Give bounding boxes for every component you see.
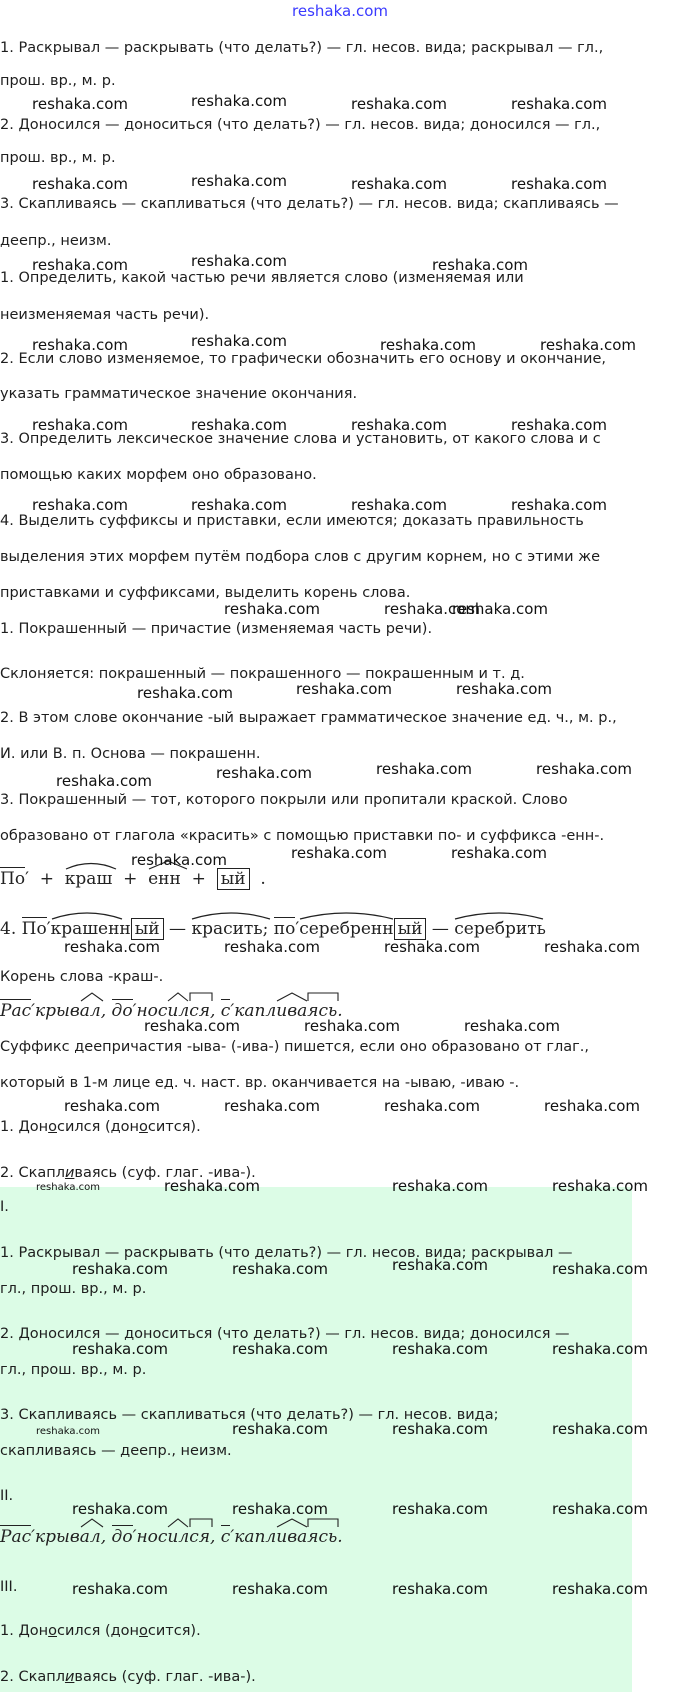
- watermark: reshaka.com: [351, 496, 447, 514]
- watermark: reshaka.com: [552, 1340, 648, 1358]
- watermark: reshaka.com: [380, 336, 476, 354]
- text-line: гл., прош. вр., м. р.: [0, 1362, 147, 1378]
- text-line: Суффикс деепричастия -ыва- (-ива-) пишется, если оно образовано от глаг.,: [0, 1039, 589, 1055]
- watermark: reshaka.com: [351, 416, 447, 434]
- ending-box: ый: [131, 918, 164, 940]
- watermark: reshaka.com: [32, 336, 128, 354]
- word-text: серебрить: [454, 919, 546, 939]
- text-line: выделения этих морфем путём подбора слов с другим корнем, но с этими же: [0, 549, 601, 565]
- watermark: reshaka.com: [291, 844, 387, 862]
- word-arc-icon: [454, 910, 544, 920]
- watermark: reshaka.com: [191, 172, 287, 190]
- suffix-mark: [276, 1001, 307, 1021]
- watermark: reshaka.com: [511, 95, 607, 113]
- root-text: нос: [136, 1527, 168, 1547]
- watermark: reshaka.com: [384, 600, 480, 618]
- suffix-roof-icon: [167, 1518, 189, 1528]
- suffix-roof-icon: [276, 992, 308, 1002]
- suffix-mark: [148, 869, 181, 889]
- comma: ,: [209, 1001, 216, 1021]
- watermark: reshaka.com: [232, 1580, 328, 1598]
- root-text: крыв: [34, 1527, 80, 1547]
- watermark: reshaka.com: [392, 1580, 488, 1598]
- watermark: reshaka.com: [552, 1580, 648, 1598]
- postfix-icon: [189, 992, 213, 1002]
- watermark: reshaka.com: [72, 1580, 168, 1598]
- note-text: ваясь (суф. глаг. -ива-).: [74, 1165, 256, 1181]
- watermark: reshaka.com: [164, 1177, 260, 1195]
- text-line: 3. Покрашенный — тот, которого покрыли или пропитали краской. Слово: [0, 792, 568, 808]
- watermark: reshaka.com: [296, 680, 392, 698]
- postfix-text: ясь: [307, 1001, 338, 1021]
- comma: ,: [209, 1527, 216, 1547]
- text-line: 1. Определить, какой частью речи является слово (изменяемая или: [0, 270, 524, 286]
- watermark: reshaka.com: [552, 1420, 648, 1438]
- text-line: деепр., неизм.: [0, 233, 112, 249]
- watermark: reshaka.com: [536, 760, 632, 778]
- comma: ,: [100, 1001, 107, 1021]
- postfix-text: ся: [189, 1001, 210, 1021]
- suffix-text: ал: [79, 1001, 101, 1021]
- prefix-mark: По: [21, 919, 47, 939]
- suffix-text: ива: [276, 1527, 308, 1547]
- watermark: reshaka.com: [36, 1182, 100, 1193]
- root-text: нос: [136, 1001, 168, 1021]
- prefix-mark: до: [111, 1527, 133, 1547]
- note-text: сился (дон: [57, 1119, 140, 1135]
- text-line: 1. Раскрывал — раскрывать (что делать?) — гл. несов. вида; раскрывал — гл.,: [0, 40, 604, 56]
- root-text: крыв: [34, 1001, 80, 1021]
- postfix-icon: [307, 992, 339, 1002]
- watermark: reshaka.com: [544, 1097, 640, 1115]
- watermark: reshaka.com: [224, 938, 320, 956]
- text-line: который в 1-м лице ед. ч. наст. вр. оканчивается на -ываю, -иваю -.: [0, 1075, 520, 1091]
- note-text: 1. Дон: [0, 1119, 49, 1135]
- period: .: [337, 1001, 343, 1021]
- watermark: reshaka.com: [392, 1177, 488, 1195]
- underlined-letter: о: [48, 1119, 57, 1135]
- watermark: reshaka.com: [392, 1500, 488, 1518]
- text-line: указать грамматическое значение окончания.: [0, 386, 358, 402]
- prefix-mark: по: [273, 919, 296, 939]
- watermark: reshaka.com: [191, 92, 287, 110]
- watermark: reshaka.com: [456, 680, 552, 698]
- period: .: [337, 1527, 343, 1547]
- suffix-mark: [80, 1001, 101, 1021]
- watermark: reshaka.com: [191, 416, 287, 434]
- note-line: [0, 1668, 256, 1686]
- text-line: И. или В. п. Основа — покрашенн.: [0, 746, 261, 762]
- prefix-mark: Рас: [0, 1527, 32, 1547]
- watermark: reshaka.com: [384, 1097, 480, 1115]
- watermark: reshaka.com: [392, 1256, 488, 1274]
- text-line: образовано от глагола «красить» с помощью приставки по- и суффикса -енн-.: [0, 828, 605, 844]
- watermark: reshaka.com: [232, 1500, 328, 1518]
- suffix-mark: [167, 1527, 189, 1547]
- watermark: reshaka.com: [216, 764, 312, 782]
- suffix-text: енн: [148, 869, 181, 889]
- morpheme-formula: По′ + краш + енн + ый .: [0, 869, 266, 889]
- text-line: 1. Раскрывал — раскрывать (что делать?) — гл. несов. вида; раскрывал —: [0, 1245, 573, 1261]
- note-text: 2. Скапл: [0, 1669, 65, 1685]
- ending-box: ый: [217, 868, 250, 890]
- text-line: 3. Определить лексическое значение слова и установить, от какого слова и с: [0, 431, 601, 447]
- text-line: гл., прош. вр., м. р.: [0, 1281, 147, 1297]
- prefix-mark: с: [220, 1527, 231, 1547]
- roman-numeral: II.: [0, 1488, 14, 1504]
- root-mark: [65, 869, 112, 889]
- note-text: 2. Скапл: [0, 1165, 65, 1181]
- watermark: reshaka.com: [511, 175, 607, 193]
- watermark: reshaka.com: [511, 416, 607, 434]
- note-text: ваясь (суф. глаг. -ива-).: [74, 1669, 256, 1685]
- suffix-text: ил: [167, 1001, 190, 1021]
- underlined-letter: и: [64, 1669, 75, 1685]
- suffix-roof-icon: [167, 992, 189, 1002]
- text-line: прош. вр., м. р.: [0, 73, 116, 89]
- comparison-line: 4. По′ крашенн ый — красить; по′ серебренн ый — серебрить: [0, 919, 546, 939]
- root-text: капл: [234, 1001, 277, 1021]
- watermark: reshaka.com: [232, 1340, 328, 1358]
- text-line: 2. Доносился — доноситься (что делать?) — гл. несов. вида; доносился — гл.,: [0, 117, 601, 133]
- suffix-mark: [80, 1527, 101, 1547]
- root-text: краш: [64, 869, 113, 889]
- suffix-text: ал: [79, 1527, 101, 1547]
- note-text: сился (дон: [57, 1623, 140, 1639]
- site-header[interactable]: reshaka.com: [292, 2, 388, 20]
- note-line: [0, 1622, 201, 1640]
- morpheme-scheme: Рас′крыв ал, до′нос ил ся, с′капл ива ясь.: [0, 1527, 343, 1547]
- watermark: reshaka.com: [131, 851, 227, 869]
- watermark: reshaka.com: [32, 416, 128, 434]
- stressed-letter: о: [139, 1119, 148, 1135]
- text-line: Корень слова -краш-.: [0, 969, 164, 985]
- watermark: reshaka.com: [32, 256, 128, 274]
- stressed-letter: о: [139, 1623, 148, 1639]
- text-line: 2. Доносился — доноситься (что делать?) — гл. несов. вида; доносился —: [0, 1326, 570, 1342]
- root-arc-icon: [65, 860, 117, 870]
- watermark: reshaka.com: [32, 95, 128, 113]
- text-line: помощью каких морфем оно образовано.: [0, 467, 317, 483]
- watermark: reshaka.com: [384, 938, 480, 956]
- item-number: 4.: [0, 919, 17, 939]
- watermark: reshaka.com: [540, 336, 636, 354]
- watermark: reshaka.com: [351, 95, 447, 113]
- watermark: reshaka.com: [392, 1420, 488, 1438]
- watermark: reshaka.com: [144, 1017, 240, 1035]
- watermark: reshaka.com: [64, 1097, 160, 1115]
- postfix-mark: [307, 1527, 337, 1547]
- watermark: reshaka.com: [224, 1097, 320, 1115]
- root-text: капл: [234, 1527, 277, 1547]
- watermark: reshaka.com: [224, 600, 320, 618]
- text-line: 4. Выделить суффиксы и приставки, если имеются; доказать правильность: [0, 513, 584, 529]
- text-line: приставками и суффиксами, выделить корень слова.: [0, 585, 411, 601]
- stem-text: серебренн: [299, 919, 394, 939]
- text-line: 3. Скапливаясь — скапливаться (что делать?) — гл. несов. вида;: [0, 1407, 499, 1423]
- postfix-icon: [189, 1518, 213, 1528]
- text-line: неизменяемая часть речи).: [0, 307, 210, 323]
- plus-sign: +: [191, 869, 206, 889]
- stem-arc-icon: [299, 910, 394, 920]
- underlined-letter: о: [48, 1623, 57, 1639]
- watermark: reshaka.com: [376, 760, 472, 778]
- watermark: reshaka.com: [137, 684, 233, 702]
- suffix-text: ива: [276, 1001, 308, 1021]
- note-text: сится).: [147, 1623, 201, 1639]
- text-line: Склоняется: покрашенный — покрашенного — покрашенным и т. д.: [0, 666, 525, 682]
- plus-sign: +: [123, 869, 138, 889]
- suffix-roof-icon: [80, 1518, 104, 1528]
- watermark: reshaka.com: [191, 496, 287, 514]
- watermark: reshaka.com: [56, 772, 152, 790]
- watermark: reshaka.com: [72, 1340, 168, 1358]
- note-text: сится).: [147, 1119, 201, 1135]
- postfix-mark: [189, 1527, 210, 1547]
- morpheme-scheme: Рас′крыв ал, до′нос ил ся, с′капл ива ясь.: [0, 1001, 343, 1021]
- note-line: [0, 1118, 201, 1136]
- postfix-text: ясь: [307, 1527, 338, 1547]
- stem-arc-icon: [51, 910, 123, 920]
- watermark: reshaka.com: [36, 1426, 100, 1437]
- suffix-text: ил: [167, 1527, 190, 1547]
- watermark: reshaka.com: [191, 332, 287, 350]
- watermark: reshaka.com: [452, 600, 548, 618]
- ending-box: ый: [394, 918, 427, 940]
- watermark: reshaka.com: [392, 1340, 488, 1358]
- watermark: reshaka.com: [64, 938, 160, 956]
- watermark: reshaka.com: [544, 938, 640, 956]
- text-line: 1. Покрашенный — причастие (изменяемая часть речи).: [0, 621, 433, 637]
- dash: —: [169, 919, 187, 939]
- suffix-roof-icon: [276, 1518, 308, 1528]
- roman-numeral: I.: [0, 1199, 9, 1215]
- underlined-letter: и: [64, 1165, 75, 1181]
- postfix-icon: [307, 1518, 339, 1528]
- stem-mark: [51, 919, 131, 939]
- dash: —: [431, 919, 449, 939]
- stem-mark: [299, 919, 393, 939]
- word-arc-icon: [191, 910, 271, 920]
- text-line: 3. Скапливаясь — скапливаться (что делать?) — гл. несов. вида; скапливаясь —: [0, 196, 619, 212]
- postfix-text: ся: [189, 1527, 210, 1547]
- word-mark: [454, 919, 546, 939]
- watermark: reshaka.com: [511, 496, 607, 514]
- watermark: reshaka.com: [451, 844, 547, 862]
- word-mark: [191, 919, 268, 939]
- suffix-mark: [276, 1527, 307, 1547]
- watermark: reshaka.com: [464, 1017, 560, 1035]
- watermark: reshaka.com: [304, 1017, 400, 1035]
- watermark: reshaka.com: [72, 1260, 168, 1278]
- period: .: [260, 869, 266, 889]
- watermark: reshaka.com: [72, 1500, 168, 1518]
- watermark: reshaka.com: [552, 1260, 648, 1278]
- watermark: reshaka.com: [432, 256, 528, 274]
- watermark: reshaka.com: [232, 1420, 328, 1438]
- roman-numeral: III.: [0, 1579, 18, 1595]
- prefix-mark: с: [220, 1001, 231, 1021]
- watermark: reshaka.com: [32, 175, 128, 193]
- stem-text: крашенн: [50, 919, 131, 939]
- suffix-roof-icon: [80, 992, 104, 1002]
- comma: ,: [100, 1527, 107, 1547]
- text-line: 2. Если слово изменяемое, то графически обозначить его основу и окончание,: [0, 351, 606, 367]
- watermark: reshaka.com: [32, 496, 128, 514]
- word-text: красить;: [191, 919, 269, 939]
- prefix-mark: По: [0, 869, 26, 889]
- watermark: reshaka.com: [552, 1500, 648, 1518]
- text-line: прош. вр., м. р.: [0, 150, 116, 166]
- text-line: скапливаясь — деепр., неизм.: [0, 1443, 232, 1459]
- text-line: 2. В этом слове окончание -ый выражает грамматическое значение ед. ч., м. р.,: [0, 710, 617, 726]
- plus-sign: +: [39, 869, 54, 889]
- watermark: reshaka.com: [232, 1260, 328, 1278]
- prefix-mark: до: [111, 1001, 133, 1021]
- note-text: 1. Дон: [0, 1623, 49, 1639]
- prefix-mark: Рас: [0, 1001, 32, 1021]
- watermark: reshaka.com: [351, 175, 447, 193]
- watermark: reshaka.com: [191, 252, 287, 270]
- watermark: reshaka.com: [552, 1177, 648, 1195]
